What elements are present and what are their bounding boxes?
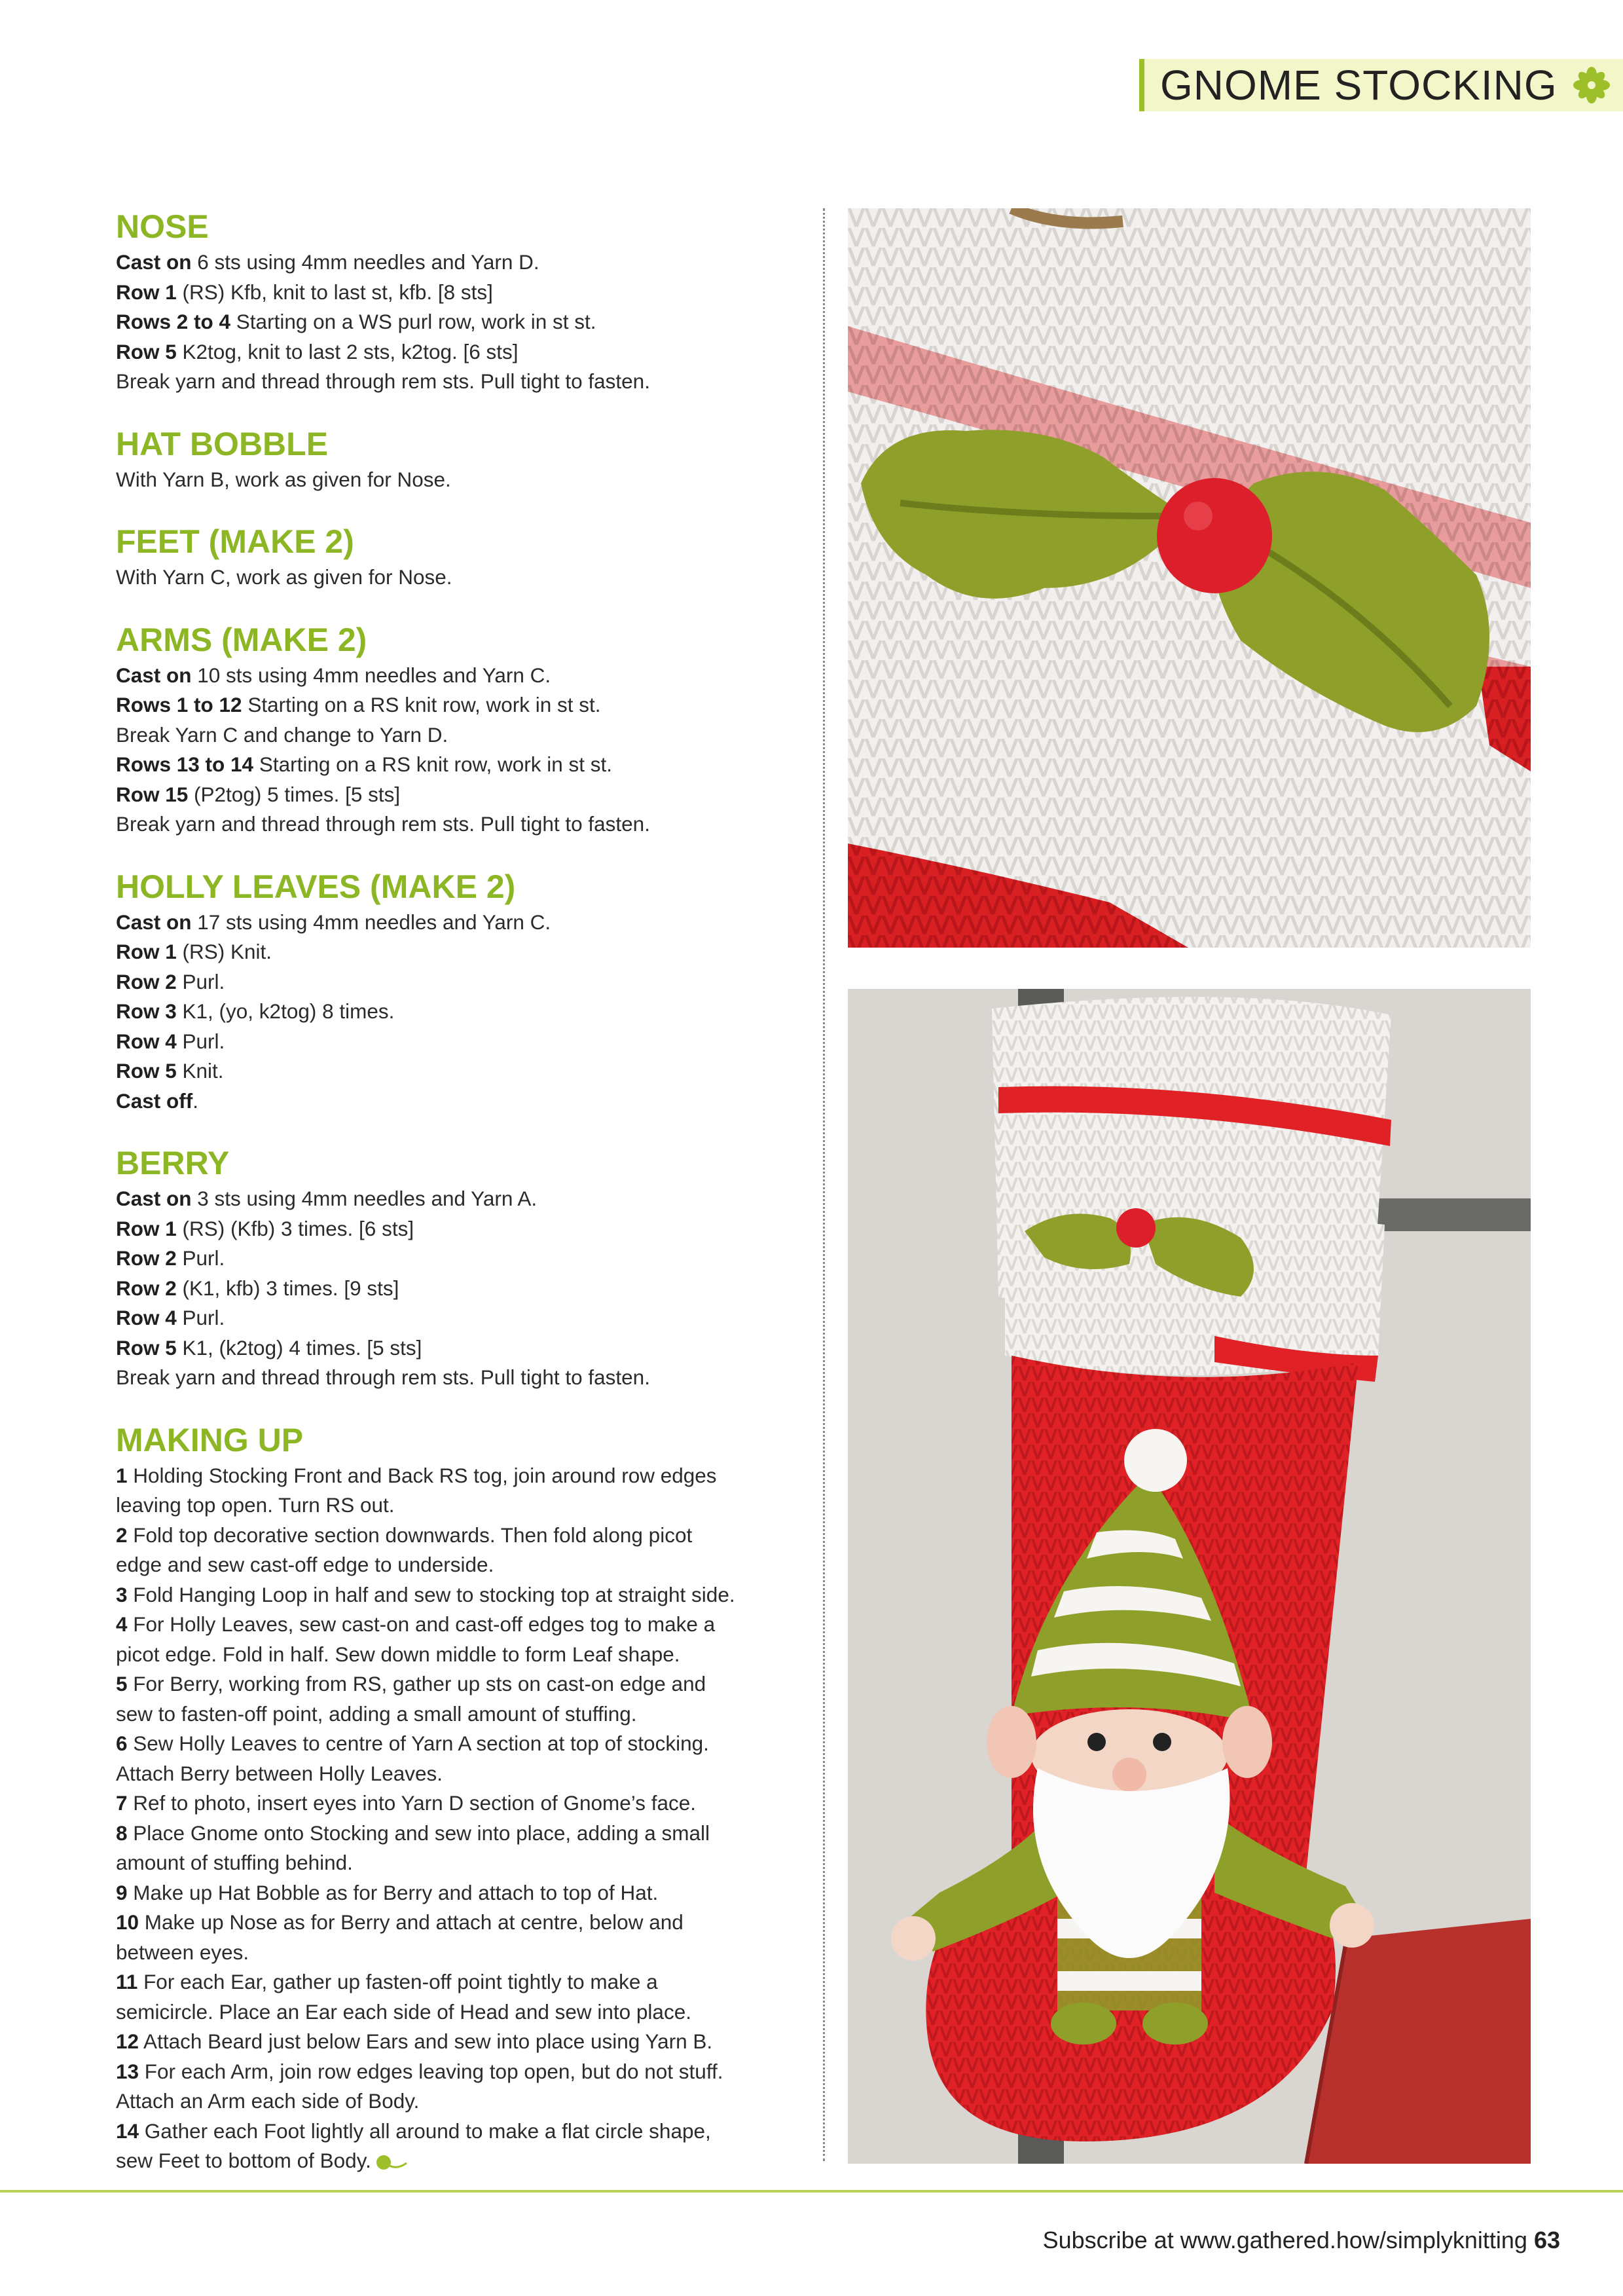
instruction-label: Cast on [116, 1187, 192, 1210]
instruction-text: 17 sts using 4mm needles and Yarn C. [191, 910, 551, 934]
instruction-text: Attach Beard just below Ears and sew into place using Yarn B. [139, 2029, 713, 2053]
section-feet-make-2 [116, 523, 810, 593]
instruction-label: Row 5 [116, 1059, 177, 1083]
instruction-text: Break Yarn C and change to Yarn D. [116, 722, 448, 747]
section-heading: MAKING UP [116, 1421, 304, 1458]
instruction-line [116, 2086, 810, 2117]
instruction-line [116, 1669, 810, 1699]
instruction-text: sew Feet to bottom of Body. [116, 2149, 371, 2172]
instruction-line [116, 661, 810, 691]
instruction-line [116, 367, 810, 397]
instruction-label: Row 2 [116, 1276, 177, 1300]
section-arms-make-2 [116, 621, 810, 840]
instruction-line [116, 1550, 810, 1580]
instruction-label: Row 5 [116, 339, 177, 363]
instruction-line [116, 1908, 810, 1938]
instruction-line [116, 750, 810, 780]
instruction-label: Cast on [116, 250, 192, 274]
instruction-text: For Berry, working from RS, gather up sts on cast-on edge and [127, 1672, 706, 1695]
section-heading: HAT BOBBLE [116, 425, 329, 462]
instruction-text: 3 sts using 4mm needles and Yarn A. [191, 1187, 538, 1210]
instruction-text: Break yarn and thread through rem sts. Pull tight to fasten. [116, 369, 650, 393]
instruction-line [116, 1027, 810, 1057]
instruction-label: 3 [116, 1582, 128, 1606]
section-making-up [116, 1422, 810, 2176]
instruction-text: Fold top decorative section downwards. Then fold along picot [127, 1523, 693, 1547]
instruction-line [116, 337, 810, 367]
instruction-text: (RS) Knit. [176, 940, 272, 963]
instruction-line [116, 248, 810, 278]
instruction-line [116, 1491, 810, 1521]
instruction-line [116, 1967, 810, 1997]
instruction-line [116, 1699, 810, 1730]
subscribe-text: Subscribe at www.gathered.how/simplyknitting [1042, 2227, 1527, 2253]
page-title: GNOME STOCKING [1160, 62, 1558, 109]
instruction-label: Row 1 [116, 1216, 177, 1240]
instruction-text: (K1, kfb) 3 times. [9 sts] [176, 1276, 399, 1300]
instruction-label: 10 [116, 1910, 139, 1934]
instruction-text: between eyes. [116, 1940, 249, 1964]
gnome-stocking-photo [848, 989, 1531, 2164]
instruction-label: 6 [116, 1731, 128, 1755]
instruction-text: Starting on a RS knit row, work in st st. [242, 693, 601, 716]
instruction-text: Purl. [176, 1246, 225, 1270]
instruction-text: amount of stuffing behind. [116, 1851, 353, 1874]
instruction-text: Purl. [176, 1029, 225, 1053]
instruction-line [116, 1610, 810, 1640]
instruction-line [116, 278, 810, 308]
instruction-label: Row 3 [116, 999, 177, 1023]
instruction-text: K2tog, knit to last 2 sts, k2tog. [6 sts] [176, 339, 519, 363]
instruction-text: Fold Hanging Loop in half and sew to stocking top at straight side. [127, 1582, 735, 1606]
instruction-label: 2 [116, 1523, 128, 1547]
section-heading: ARMS (MAKE 2) [116, 621, 367, 658]
instruction-label: 13 [116, 2059, 139, 2083]
instruction-line [116, 1819, 810, 1849]
instruction-line [116, 1274, 810, 1304]
instruction-line [116, 937, 810, 967]
instruction-text: K1, (k2tog) 4 times. [5 sts] [176, 1335, 422, 1360]
instruction-text: edge and sew cast-off edge to underside. [116, 1553, 494, 1576]
instruction-line [116, 1580, 810, 1610]
instruction-line [116, 2117, 810, 2147]
instruction-label: Row 1 [116, 280, 177, 304]
instruction-label: 5 [116, 1672, 128, 1695]
section-heading: FEET (MAKE 2) [116, 523, 354, 560]
instruction-line [116, 307, 810, 337]
instruction-text: For each Ear, gather up fasten-off point tightly to make a [137, 1970, 658, 1993]
instruction-label: Cast on [116, 663, 192, 687]
instruction-text: Place Gnome onto Stocking and sew into place, adding a small [127, 1821, 710, 1845]
instruction-line [116, 780, 810, 810]
instruction-text: For Holly Leaves, sew cast-on and cast-off edges tog to make a [127, 1612, 716, 1636]
pattern-text [116, 208, 810, 2205]
instruction-line [116, 563, 810, 593]
instruction-label: 12 [116, 2029, 139, 2053]
instruction-line [116, 1461, 810, 1491]
instruction-text: Sew Holly Leaves to centre of Yarn A section at top of stocking. [127, 1731, 709, 1755]
instruction-text: Attach an Arm each side of Body. [116, 2089, 420, 2113]
instruction-label: 4 [116, 1612, 128, 1636]
instruction-text: 10 sts using 4mm needles and Yarn C. [191, 663, 551, 687]
instruction-text: Knit. [176, 1059, 224, 1083]
instruction-text: Purl. [176, 1306, 225, 1329]
instruction-line [116, 1333, 810, 1363]
instruction-line [116, 1938, 810, 1968]
instruction-text: leaving top open. Turn RS out. [116, 1493, 395, 1517]
instruction-line [116, 1184, 810, 1214]
instruction-line [116, 1729, 810, 1759]
instruction-line [116, 967, 810, 997]
instruction-text: semicircle. Place an Ear each side of Head and sew into place. [116, 1999, 691, 2024]
column-divider [823, 208, 825, 2161]
holly-closeup-photo [848, 208, 1531, 948]
instruction-line [116, 690, 810, 720]
instruction-line [116, 1363, 810, 1393]
page-number: 63 [1533, 2227, 1560, 2253]
instruction-label: Row 1 [116, 940, 177, 963]
section-berry [116, 1145, 810, 1393]
instruction-text: (RS) Kfb, knit to last st, kfb. [8 sts] [176, 280, 493, 304]
instruction-text: Starting on a RS knit row, work in st st. [253, 752, 613, 776]
instruction-line [116, 1788, 810, 1819]
instruction-text: Holding Stocking Front and Back RS tog, join around row edges [127, 1463, 717, 1487]
instruction-text: K1, (yo, k2tog) 8 times. [176, 999, 395, 1023]
instruction-label: 8 [116, 1821, 128, 1845]
instruction-line [116, 1244, 810, 1274]
instruction-text: Attach Berry between Holly Leaves. [116, 1761, 443, 1785]
flower-icon [1573, 67, 1610, 103]
instruction-label: Row 5 [116, 1335, 177, 1360]
instruction-line [116, 997, 810, 1027]
instruction-label: Row 15 [116, 782, 189, 806]
instruction-line [116, 720, 810, 750]
instruction-text: Break yarn and thread through rem sts. Pull tight to fasten. [116, 1365, 650, 1389]
instruction-label: 7 [116, 1791, 128, 1815]
header-tag [1139, 59, 1623, 111]
instruction-label: Rows 2 to 4 [116, 310, 231, 333]
instruction-label: Row 4 [116, 1029, 177, 1053]
instruction-text: Purl. [176, 969, 225, 993]
instruction-line [116, 1303, 810, 1333]
instruction-text: For each Arm, join row edges leaving top open, but do not stuff. [139, 2059, 723, 2083]
instruction-line [116, 1214, 810, 1244]
instruction-text: picot edge. Fold in half. Sew down middle to form Leaf shape. [116, 1642, 680, 1666]
instruction-line [116, 908, 810, 938]
instruction-label: 9 [116, 1880, 128, 1904]
instruction-label: Row 4 [116, 1306, 177, 1329]
instruction-line [116, 1640, 810, 1670]
section-nose [116, 208, 810, 397]
instruction-label: 14 [116, 2119, 139, 2143]
instruction-line [116, 465, 810, 495]
instruction-text: 6 sts using 4mm needles and Yarn D. [191, 250, 539, 274]
instruction-label: Rows 1 to 12 [116, 693, 242, 716]
instruction-line [116, 1086, 810, 1117]
instruction-text: Make up Nose as for Berry and attach at centre, below and [139, 1910, 684, 1934]
section-heading: HOLLY LEAVES (MAKE 2) [116, 868, 516, 905]
instruction-label: Row 2 [116, 969, 177, 993]
instruction-text: Break yarn and thread through rem sts. Pull tight to fasten. [116, 812, 650, 836]
instruction-text: With Yarn B, work as given for Nose. [116, 467, 451, 491]
instruction-line [116, 1997, 810, 2028]
instruction-label: 1 [116, 1463, 128, 1487]
footer [1043, 2227, 1560, 2254]
instruction-line [116, 1759, 810, 1789]
section-hat-bobble [116, 426, 810, 495]
instruction-line [116, 809, 810, 840]
instruction-text: (P2tog) 5 times. [5 sts] [188, 782, 401, 806]
instruction-text: With Yarn C, work as given for Nose. [116, 565, 452, 589]
instruction-label: Cast on [116, 910, 192, 934]
instruction-label: Cast off [116, 1088, 193, 1113]
footer-rule [0, 2190, 1623, 2193]
instruction-label: 11 [116, 1970, 138, 1993]
instruction-line [116, 1848, 810, 1878]
instruction-line [116, 2057, 810, 2087]
instruction-line [116, 2146, 810, 2176]
instruction-text: (RS) (Kfb) 3 times. [6 sts] [176, 1216, 414, 1240]
instruction-line [116, 1878, 810, 1908]
section-holly-leaves-make-2 [116, 868, 810, 1117]
instruction-text: . [192, 1088, 199, 1113]
section-heading: NOSE [116, 208, 209, 245]
instruction-line [116, 1521, 810, 1551]
instruction-line [116, 1056, 810, 1086]
instruction-text: sew to fasten-off point, adding a small amount of stuffing. [116, 1701, 637, 1726]
instruction-text: Make up Hat Bobble as for Berry and attach to top of Hat. [127, 1880, 659, 1904]
instruction-text: Starting on a WS purl row, work in st st. [230, 310, 596, 333]
instruction-text: Gather each Foot lightly all around to make a flat circle shape, [139, 2119, 711, 2143]
section-heading: BERRY [116, 1145, 230, 1181]
instruction-label: Rows 13 to 14 [116, 752, 254, 776]
instruction-text: Ref to photo, insert eyes into Yarn D section of Gnome’s face. [127, 1791, 696, 1815]
instruction-label: Row 2 [116, 1246, 177, 1270]
instruction-line [116, 2027, 810, 2057]
yarn-ball-icon [375, 2154, 408, 2171]
